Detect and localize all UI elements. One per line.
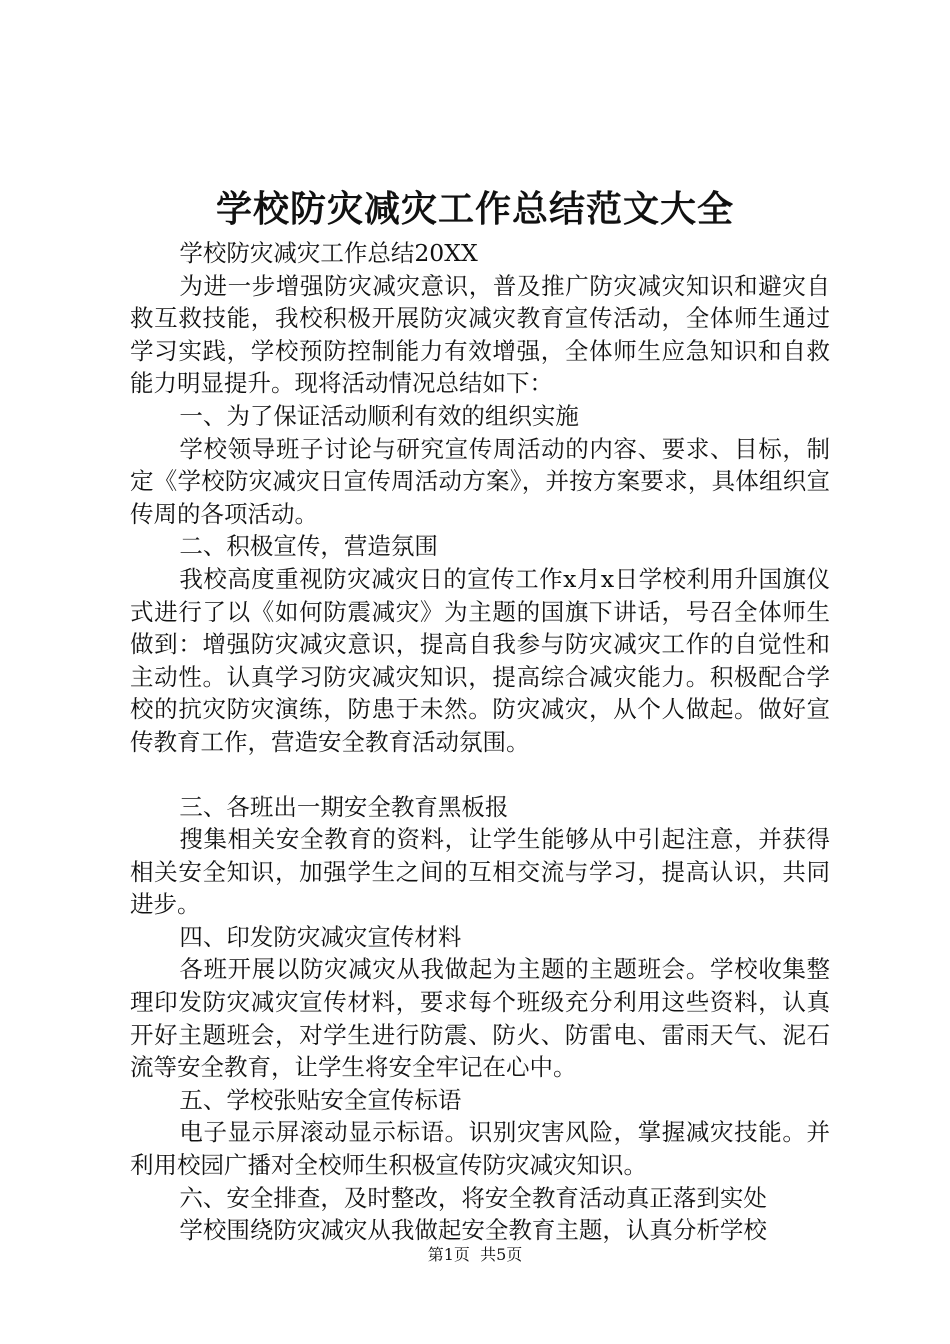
- paragraph-spacer: [130, 759, 830, 791]
- paragraph-intro: 为进一步增强防灾减灾意识，普及推广防灾减灾知识和避灾自救互救技能，我校积极开展防灾减灾教育宣传活动，全体师生通过学习实践，学校预防控制能力有效增强，全体师生应急知识和自救能力明显提升。现将活动情况总结如下：: [130, 271, 830, 398]
- paragraph-section-1: 学校领导班子讨论与研究宣传周活动的内容、要求、目标，制定《学校防灾减灾日宣传周活动方案》，并按方案要求，具体组织宣传周的各项活动。: [130, 434, 830, 528]
- paragraph-section-2: 我校高度重视防灾减灾日的宣传工作x月x日学校利用升国旗仪式进行了以《如何防震减灾》为主题的国旗下讲话，号召全体师生做到：增强防灾减灾意识，提高自我参与防灾减灾工作的自觉性和主动性。认真学习防灾减灾知识，提高综合减灾能力。积极配合学校的抗灾防灾演练，防患于未然。防灾减灾，从个人做起。做好宣传教育工作，营造安全教育活动氛围。: [130, 564, 830, 756]
- page-number-label: 第1页 共5页: [427, 1245, 523, 1264]
- paragraph-subtitle: 学校防灾减灾工作总结20XX: [179, 239, 478, 267]
- section-heading-3: 三、各班出一期安全教育黑板报: [179, 792, 509, 821]
- section-heading-2: 二、积极宣传，营造氛围: [179, 532, 438, 561]
- paragraph-section-4: 各班开展以防灾减灾从我做起为主题的主题班会。学校收集整理印发防灾减灾宣传材料，要求每个班级充分利用这些资料，认真开好主题班会，对学生进行防震、防火、防雷电、雷雨天气、泥石流等安全教育，让学生将安全牢记在心中。: [130, 955, 830, 1082]
- document-body: [130, 237, 830, 1247]
- section-heading-1: 一、为了保证活动顺利有效的组织实施: [179, 401, 579, 430]
- paragraph-section-5: 电子显示屏滚动显示标语。识别灾害风险，掌握减灾技能。并利用校园广播对全校师生积极宣传防灾减灾知识。: [130, 1118, 830, 1180]
- page-footer: [0, 1244, 950, 1266]
- document-title: 学校防灾减灾工作总结范文大全: [215, 188, 734, 230]
- paragraph-section-6: 学校围绕防灾减灾从我做起安全教育主题，认真分析学校: [179, 1216, 767, 1245]
- section-heading-5: 五、学校张贴安全宣传标语: [179, 1085, 462, 1114]
- paragraph-section-3: 搜集相关安全教育的资料，让学生能够从中引起注意，并获得相关安全知识，加强学生之间的互相交流与学习，提高认识，共同进步。: [130, 825, 830, 919]
- section-heading-6: 六、安全排查，及时整改，将安全教育活动真正落到实处: [179, 1183, 767, 1212]
- section-heading-4: 四、印发防灾减灾宣传材料: [179, 922, 462, 951]
